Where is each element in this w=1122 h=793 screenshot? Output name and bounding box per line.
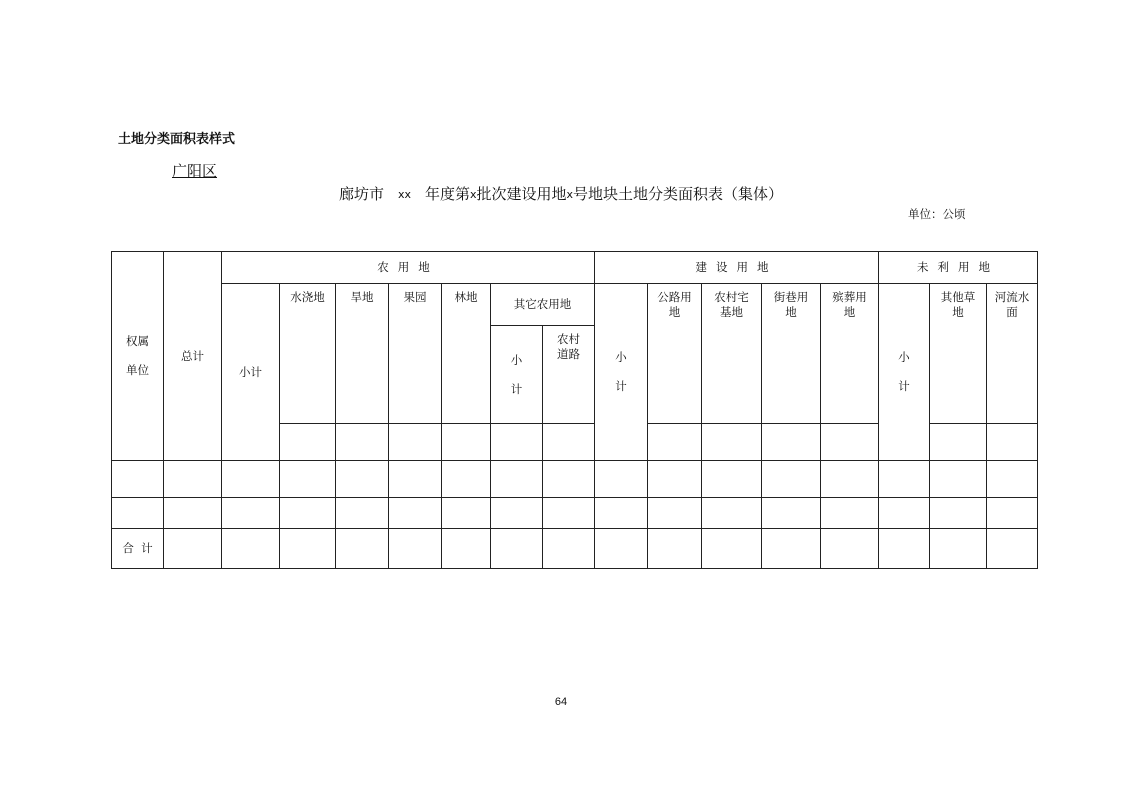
data-cell [595, 529, 648, 569]
data-cell [821, 529, 879, 569]
data-cell [879, 498, 930, 529]
code-cell [987, 424, 1038, 461]
owner-unit-header: 权属 单位 [112, 252, 164, 461]
district-label: 广阳区 [172, 162, 218, 180]
homestead-header: 农村宅 基地 [702, 284, 762, 424]
data-cell [222, 529, 280, 569]
data-cell [336, 461, 389, 498]
code-cell [648, 424, 702, 461]
data-cell [491, 461, 543, 498]
dryland-header: 旱地 [336, 284, 389, 424]
code-cell [336, 424, 389, 461]
data-cell [491, 498, 543, 529]
title-plot-text: 号地块土地分类面积表（集体） [573, 185, 784, 203]
data-cell [702, 461, 762, 498]
agri-subtotal-header: 小计 [222, 284, 280, 461]
data-cell [491, 529, 543, 569]
land-classification-table [111, 251, 1038, 569]
data-cell [821, 461, 879, 498]
data-cell [222, 461, 280, 498]
data-cell [442, 529, 491, 569]
alley-land-header: 街巷用 地 [762, 284, 821, 424]
data-cell [930, 529, 987, 569]
code-cell [389, 424, 442, 461]
data-cell [164, 461, 222, 498]
data-cell [389, 498, 442, 529]
data-cell [389, 529, 442, 569]
data-cell [543, 498, 595, 529]
unused-subtotal-header: 小 计 [879, 284, 930, 461]
code-cell [491, 424, 543, 461]
data-cell [987, 529, 1038, 569]
code-cell [702, 424, 762, 461]
code-cell [930, 424, 987, 461]
data-cell [702, 498, 762, 529]
title-batch-text: 批次建设用地 [476, 185, 567, 203]
sum-row [112, 529, 1038, 569]
title-year-text: 年度第 [424, 185, 470, 203]
data-cell [543, 529, 595, 569]
data-cell [762, 529, 821, 569]
orchard-header: 果园 [389, 284, 442, 424]
total-header: 总计 [164, 252, 222, 461]
data-cell [648, 498, 702, 529]
data-cell [164, 498, 222, 529]
highway-land-header: 公路用 地 [648, 284, 702, 424]
data-cell [543, 461, 595, 498]
irrigated-header: 水浇地 [280, 284, 336, 424]
title-plot-mark: x [566, 188, 574, 201]
data-cell [112, 498, 164, 529]
section-heading: 土地分类面积表样式 [118, 132, 236, 147]
agri-group-header: 农用地 [222, 252, 595, 284]
data-cell [702, 529, 762, 569]
data-cell [930, 498, 987, 529]
build-group-header: 建设用地 [595, 252, 879, 284]
data-cell [987, 498, 1038, 529]
river-water-header: 河流水 面 [987, 284, 1038, 424]
data-cell [280, 529, 336, 569]
other-agri-subtotal-header: 小 计 [491, 326, 543, 424]
sum-row-label: 合 计 [112, 529, 164, 569]
forest-header: 林地 [442, 284, 491, 424]
unused-group-header: 未利用地 [879, 252, 1038, 284]
build-subtotal-header: 小 计 [595, 284, 648, 461]
burial-land-header: 殡葬用 地 [821, 284, 879, 424]
unit-label: 单位：公顷 [908, 207, 966, 221]
data-cell [389, 461, 442, 498]
data-cell [987, 461, 1038, 498]
data-cell [222, 498, 280, 529]
code-cell [280, 424, 336, 461]
code-cell [762, 424, 821, 461]
data-cell [595, 461, 648, 498]
data-cell [164, 529, 222, 569]
code-cell [442, 424, 491, 461]
data-cell [336, 498, 389, 529]
data-cell [442, 461, 491, 498]
data-cell [280, 461, 336, 498]
data-cell [112, 461, 164, 498]
data-cell [595, 498, 648, 529]
other-agri-header: 其它农用地 [491, 284, 595, 326]
rural-road-header: 农村 道路 [543, 326, 595, 424]
data-cell [280, 498, 336, 529]
other-grass-header: 其他草 地 [930, 284, 987, 424]
data-cell [442, 498, 491, 529]
data-cell [879, 529, 930, 569]
title-year-mark: xx [397, 188, 411, 201]
data-cell [821, 498, 879, 529]
title-batch-mark: x [470, 188, 477, 201]
data-cell [930, 461, 987, 498]
data-cell [879, 461, 930, 498]
data-cell [762, 498, 821, 529]
code-cell [543, 424, 595, 461]
data-cell [648, 461, 702, 498]
page-number: 64 [554, 696, 568, 708]
table-row [112, 461, 1038, 498]
data-cell [762, 461, 821, 498]
code-cell [821, 424, 879, 461]
table-row [112, 498, 1038, 529]
title-city: 廊坊市 [338, 185, 384, 203]
data-cell [336, 529, 389, 569]
data-cell [648, 529, 702, 569]
table-title [0, 183, 1122, 204]
